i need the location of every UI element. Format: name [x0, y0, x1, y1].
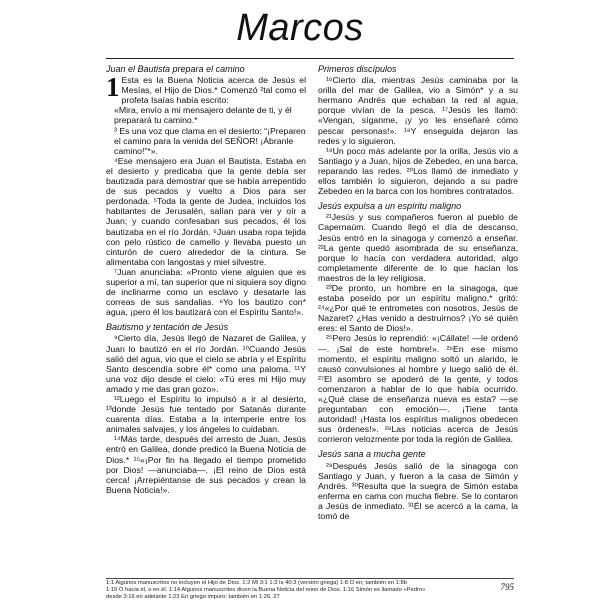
- paragraph: ⁴Ese mensajero era Juan el Bautista. Estaba en el desierto y predicaba que la gente debía ser bautizada para demostrar que se había arrepentido de sus pecados y vuelto a Dios para ser perdonada. ⁵Toda la gente de Judea, incluidos los habitantes de Jerusalén, salían para ver y oír a Juan; y cuando confesaban sus pecados, él los bautizaba en el río Jordán. ⁶Juan usaba ropa tejida con pelo rústico de camello y llevaba puesto un cinturón de cuero alrededor de la cintura. Se alimentaba con langostas y miel silvestre.: [106, 155, 306, 267]
- paragraph: ⁹Cierto día, Jesús llegó de Nazaret de Galilea, y Juan lo bautizó en el río Jordán. ¹⁰Cuando Jesús salió del agua, vio que el cielo se abría y el Espíritu Santo descendía sobre él* como una paloma. ¹¹Y una voz dijo desde el cielo: «Tú eres mi Hijo muy amado y me das gran gozo».: [106, 333, 306, 394]
- paragraph: ²¹Jesús y sus compañeros fueron al pueblo de Capernaúm. Cuando llegó el día de descanso, Jesús entró en la sinagoga y comenzó a enseñar. ²²La gente quedó asombrada de su enseñanza, porque lo hacía con verdadera autoridad, algo completamente diferente de lo que hacían los maestros de la ley religiosa.: [318, 212, 518, 283]
- footnote-line: 1:1 Algunos manuscritos no incluyen el Hijo de Dios. 1:2 Ml 3:1 1:3 Is 40:3 (versión griega) 1:8 O en; también en 1:8b: [106, 580, 407, 586]
- poetry-line: ³ Es una voz que clama en el desierto: “¡Preparen el camino para la venida del SEÑOR! ¡Ábranle camino!”*».: [114, 125, 306, 156]
- page-number: 795: [500, 582, 514, 592]
- paragraph: ²³De pronto, un hombre en la sinagoga, que estaba poseído por un espíritu maligno,* gritó: ²⁴«¿Por qué te entrometes con nosotros, Jesús de Nazaret? ¿Has venido a destruirnos? ¡Yo sé quién eres: el Santo de Dios!».: [318, 282, 518, 334]
- paragraph: [106, 72, 306, 106]
- footnotes: [106, 580, 514, 600]
- section-heading: Jesús sana a mucha gente: [318, 449, 426, 460]
- left-column: [106, 64, 306, 574]
- paragraph: ²⁵Pero Jesús lo reprendió: «¡Cállate! —le ordenó—. ¡Sal de este hombre!». ²⁶En ese mismo momento, el espíritu maligno soltó un alarido, le causó convulsiones al hombre y luego salió de él. ²⁷El asombro se apoderó de la gente, y todos comenzaron a hablar de lo que había ocurrido. «¿Qué clase de enseñanza nueva es esta? —se preguntaban con emoción—. ¡Tiene tanta autoridad! ¡Hasta los espíritus malignos obedecen sus órdenes!». ²⁸Las noticias acerca de Jesús corrieron velozmente por toda la región de Galilea.: [318, 333, 518, 445]
- section-heading: Juan el Bautista prepara el camino: [106, 64, 245, 74]
- paragraph: ¹⁹Un poco más adelante por la orilla, Jesús vio a Santiago y a Juan, hijos de Zebedeo, en una barca, reparando las redes. ²⁰Los llamó de inmediato y ellos también lo siguieron, dejando a su padre Zebedeo en la barca con los hombres contratados.: [318, 145, 518, 197]
- section-heading: Bautismo y tentación de Jesús: [106, 322, 229, 333]
- section-heading: Jesús expulsa a un espíritu maligno: [318, 201, 462, 212]
- footnote-line: 1:10 O hacia él, o en él. 1:14 Algunos manuscritos dicen la Buena Noticia del reino de Dios. 1:16 Simón es llamado «Pedro»: [106, 586, 426, 593]
- footnote-rule: [106, 578, 514, 579]
- title-rule: [106, 58, 514, 59]
- book-title: Marcos: [236, 7, 364, 49]
- footnote-line: desde 3:16 en adelante 1:23 En griego impuro; también en 1:26, 27: [106, 593, 280, 600]
- verse-text: Esta es la Buena Noticia acerca de Jesús el Mesías, el Hijo de Dios.* Comenzó ²tal como el profeta Isaías había escrito:: [121, 75, 306, 106]
- paragraph: ²⁹Después Jesús salió de la sinagoga con Santiago y Juan, y fueron a la casa de Simón y Andrés. ³⁰Resulta que la suegra de Simón estaba enferma en cama con mucha fiebre. Se lo contaron a Jesús de inmediato. ³¹Él se acercó a la cama, la tomó de: [318, 460, 518, 522]
- chapter-number: 1: [106, 72, 120, 103]
- section-heading: Primeros discípulos: [318, 64, 397, 74]
- paragraph: ¹⁴Más tarde, después del arresto de Juan, Jesús entró en Galilea, donde predicó la Buena Noticia de Dios.* ¹⁵«¡Por fin ha llegado el tiempo prometido por Dios! —anunciaba—. ¡El reino de Dios está cerca! ¡Arrepiéntanse de sus pecados y crean la Buena Noticia!».: [106, 434, 306, 495]
- paragraph: ⁷Juan anunciaba: «Pronto viene alguien que es superior a mí, tan superior que ni siquiera soy digno de inclinarme como un esclavo y desatarle las correas de sus sandalias. ⁸Yo los bautizo con* agua, ¡pero él los bautizará con el Espíritu Santo!».: [106, 266, 306, 318]
- paragraph: ¹⁶Cierto día, mientras Jesús caminaba por la orilla del mar de Galilea, vio a Simón* y a su hermano Andrés que echaban la red al agua, porque vivían de la pesca. ¹⁷Jesús les llamó: «Vengan, síganme, ¡y yo les enseñaré cómo pescar personas!». ¹⁸Y enseguida dejaron las redes y lo siguieron.: [318, 75, 518, 146]
- poetry-line: «Mira, envío a mi mensajero delante de ti, y él preparará tu camino.*: [114, 105, 292, 126]
- paragraph: ¹²Luego el Espíritu lo impulsó a ir al desierto, ¹³donde Jesús fue tentado por Satanás durante cuarenta días. Estaba a la intemperie entre los animales salvajes, y los ángeles lo cuidaban.: [106, 394, 306, 435]
- right-column: [318, 64, 518, 574]
